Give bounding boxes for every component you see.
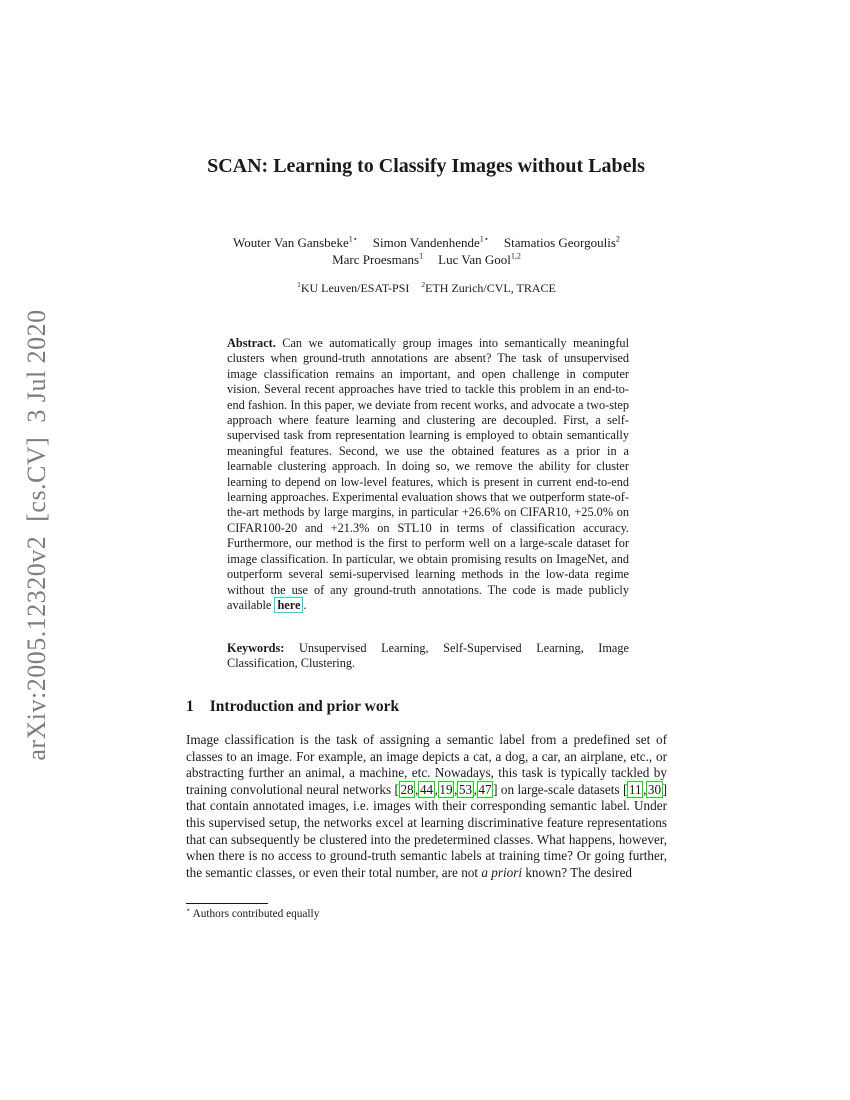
text-run: Simon Vandenhende	[372, 235, 480, 250]
section-number: 1	[186, 698, 194, 715]
text-run: Wouter Van Gansbeke	[233, 235, 349, 250]
citation-link[interactable]: 44	[419, 781, 434, 797]
text-run: ] on large-scale datasets [	[493, 781, 628, 797]
superscript: 1⋆	[348, 234, 358, 244]
text-run: ,	[415, 781, 419, 797]
footnote-text	[186, 908, 667, 920]
text-run: ETH Zurich/CVL, TRACE	[425, 281, 556, 295]
citation-link[interactable]: 47	[478, 781, 492, 797]
keywords-line	[227, 641, 629, 672]
citation-link[interactable]: 28	[400, 781, 414, 797]
superscript: 1	[297, 280, 301, 289]
text-run: Luc Van Gool	[438, 252, 511, 267]
text-run: Marc Proesmans	[332, 252, 420, 267]
text-run: ,	[454, 781, 458, 797]
intro-paragraph	[186, 732, 667, 881]
text-run: ,	[434, 781, 438, 797]
text-run: ,	[643, 781, 647, 797]
text-run: ] that contain annotated images, i.e. images with their corresponding semantic label. Under this supervised setup, the networks excel at learning discriminative feature representations that can subsequently be clustered into the predetermined classes. What happens, however, when there is no access to ground-truth semantic labels at training time? Or going further, the semantic classes, or even their total number, are not	[186, 781, 667, 880]
superscript: 1⋆	[479, 234, 489, 244]
superscript: ⋆	[186, 906, 191, 915]
bold-text: Keywords:	[227, 641, 285, 655]
authors-block	[186, 234, 667, 268]
citation-link[interactable]: 53	[458, 781, 473, 797]
superscript: 2	[421, 280, 426, 289]
superscript: 1	[419, 251, 424, 261]
text-run: Can we automatically group images into semantically meaningful clusters when ground-truth annotations are absent? The task of unsupervised image classification remains an important, and open challenge in computer vision. Several recent approaches have tried to tackle this problem in an end-to-end fashion. In this paper, we deviate from recent works, and advocate a two-step approach where feature learning and clustering are decoupled. First, a self-supervised task from representation learning is employed to obtain semantically meaningful features. Second, we use the obtained features as a prior in a learnable clustering approach. In doing so, we remove the ability for cluster learning to depend on low-level features, which is present in current end-to-end learning approaches. Experimental evaluation shows that we outperform state-of-the-art methods by large margins, in particular +26.6% on CIFAR10, +25.0% on CIFAR100-20 and +21.3% on STL10 in terms of classification accuracy. Furthermore, our method is the first to perform well on a large-scale dataset for image classification. In particular, we obtain promising results on ImageNet, and outperform several semi-supervised learning methods in the low-data regime without the use of any ground-truth annotations. The code is made publicly available	[227, 336, 629, 612]
text-run: .	[303, 597, 307, 612]
authors-line-2	[186, 251, 667, 268]
paper-title: SCAN: Learning to Classify Images without Labels	[207, 155, 645, 177]
text-run: known? The desired	[522, 864, 633, 880]
authors-line-1	[186, 234, 667, 251]
superscript: 2	[615, 234, 620, 244]
italic-text: a priori	[481, 864, 523, 880]
citation-link[interactable]: 30	[647, 781, 662, 797]
citation-link[interactable]: 19	[439, 781, 453, 797]
text-run: Unsupervised Learning, Self-Supervised Learning, Image Classification, Clustering.	[227, 641, 629, 671]
code-link[interactable]: here	[274, 597, 303, 613]
footnote-divider	[186, 903, 268, 904]
arxiv-stamp: arXiv:2005.12320v2 [cs.CV] 3 Jul 2020	[22, 309, 51, 761]
section-heading	[186, 698, 667, 716]
text-run: ,	[473, 781, 477, 797]
bold-text: Abstract.	[227, 336, 276, 350]
text-run: Authors contributed equally	[190, 908, 320, 920]
affiliations-line	[186, 281, 667, 296]
section-title: Introduction and prior work	[209, 698, 400, 715]
superscript: 1,2	[510, 251, 521, 261]
text-run: Stamatios Georgoulis	[503, 235, 616, 250]
text-run: KU Leuven/ESAT-PSI	[300, 281, 410, 295]
abstract-paragraph	[227, 336, 629, 613]
text-run: Image classification is the task of assigning a semantic label from a predefined set of classes to an image. For example, an image depicts a cat, a dog, a car, an airplane, etc., or abstracting further an animal, a machine, etc. Nowadays, this task is typically tackled by training convolutional neural networks [	[186, 732, 667, 797]
citation-link[interactable]: 11	[628, 781, 642, 797]
